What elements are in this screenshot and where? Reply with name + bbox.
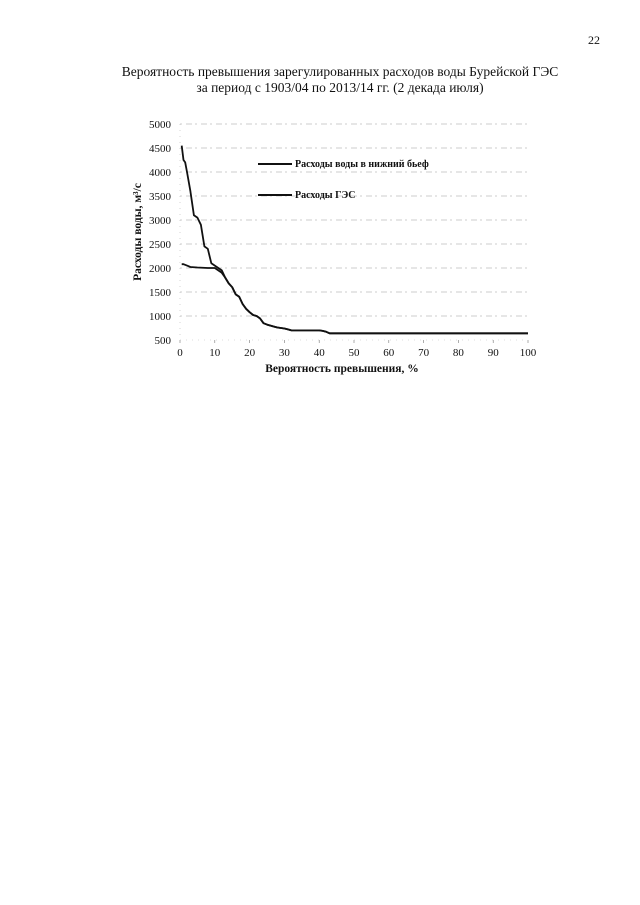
x-tick-label: 100 <box>519 347 537 359</box>
x-axis-label: Вероятность превышения, % <box>265 363 419 375</box>
y-tick-label: 1500 <box>149 287 171 299</box>
series-lines <box>182 146 528 334</box>
x-tick-label: 80 <box>452 347 464 359</box>
chart-title-line-1: Вероятность превышения зарегулированных расходов воды Бурейской ГЭС <box>121 64 559 79</box>
axes <box>180 124 528 340</box>
y-tick-label: 5000 <box>149 119 171 131</box>
series-line-downstream <box>182 146 528 334</box>
legend-label-hpp: Расходы ГЭС <box>295 190 356 201</box>
y-tick-label: 500 <box>154 335 171 347</box>
y-tick-label: 3500 <box>149 191 171 203</box>
series-line-hpp <box>182 264 528 333</box>
x-tick-label: 60 <box>383 347 395 359</box>
y-axis-label: Расходы воды, м³/с <box>132 183 144 281</box>
x-tick-label: 0 <box>177 347 183 359</box>
x-tick-label: 90 <box>487 347 499 359</box>
x-tick-label: 50 <box>348 347 360 359</box>
y-tick-label: 2000 <box>149 263 171 275</box>
x-tick-label: 10 <box>209 347 221 359</box>
grid-lines <box>180 124 528 343</box>
page-number: 22 <box>588 33 600 47</box>
y-tick-label: 4000 <box>149 167 171 179</box>
x-tick-label: 70 <box>418 347 430 359</box>
legend-label-downstream: Расходы воды в нижний бьеф <box>295 159 429 170</box>
y-tick-label: 4500 <box>149 143 171 155</box>
y-tick-label: 1000 <box>149 311 171 323</box>
x-tick-labels <box>177 347 537 359</box>
y-tick-labels <box>149 119 172 347</box>
x-tick-label: 40 <box>313 347 325 359</box>
y-tick-label: 3000 <box>149 215 171 227</box>
x-tick-label: 20 <box>244 347 256 359</box>
x-tick-label: 30 <box>278 347 290 359</box>
y-tick-label: 2500 <box>149 239 171 251</box>
legend <box>258 159 429 201</box>
chart-title-line-2: за период с 1903/04 по 2013/14 гг. (2 декада июля) <box>196 80 484 95</box>
